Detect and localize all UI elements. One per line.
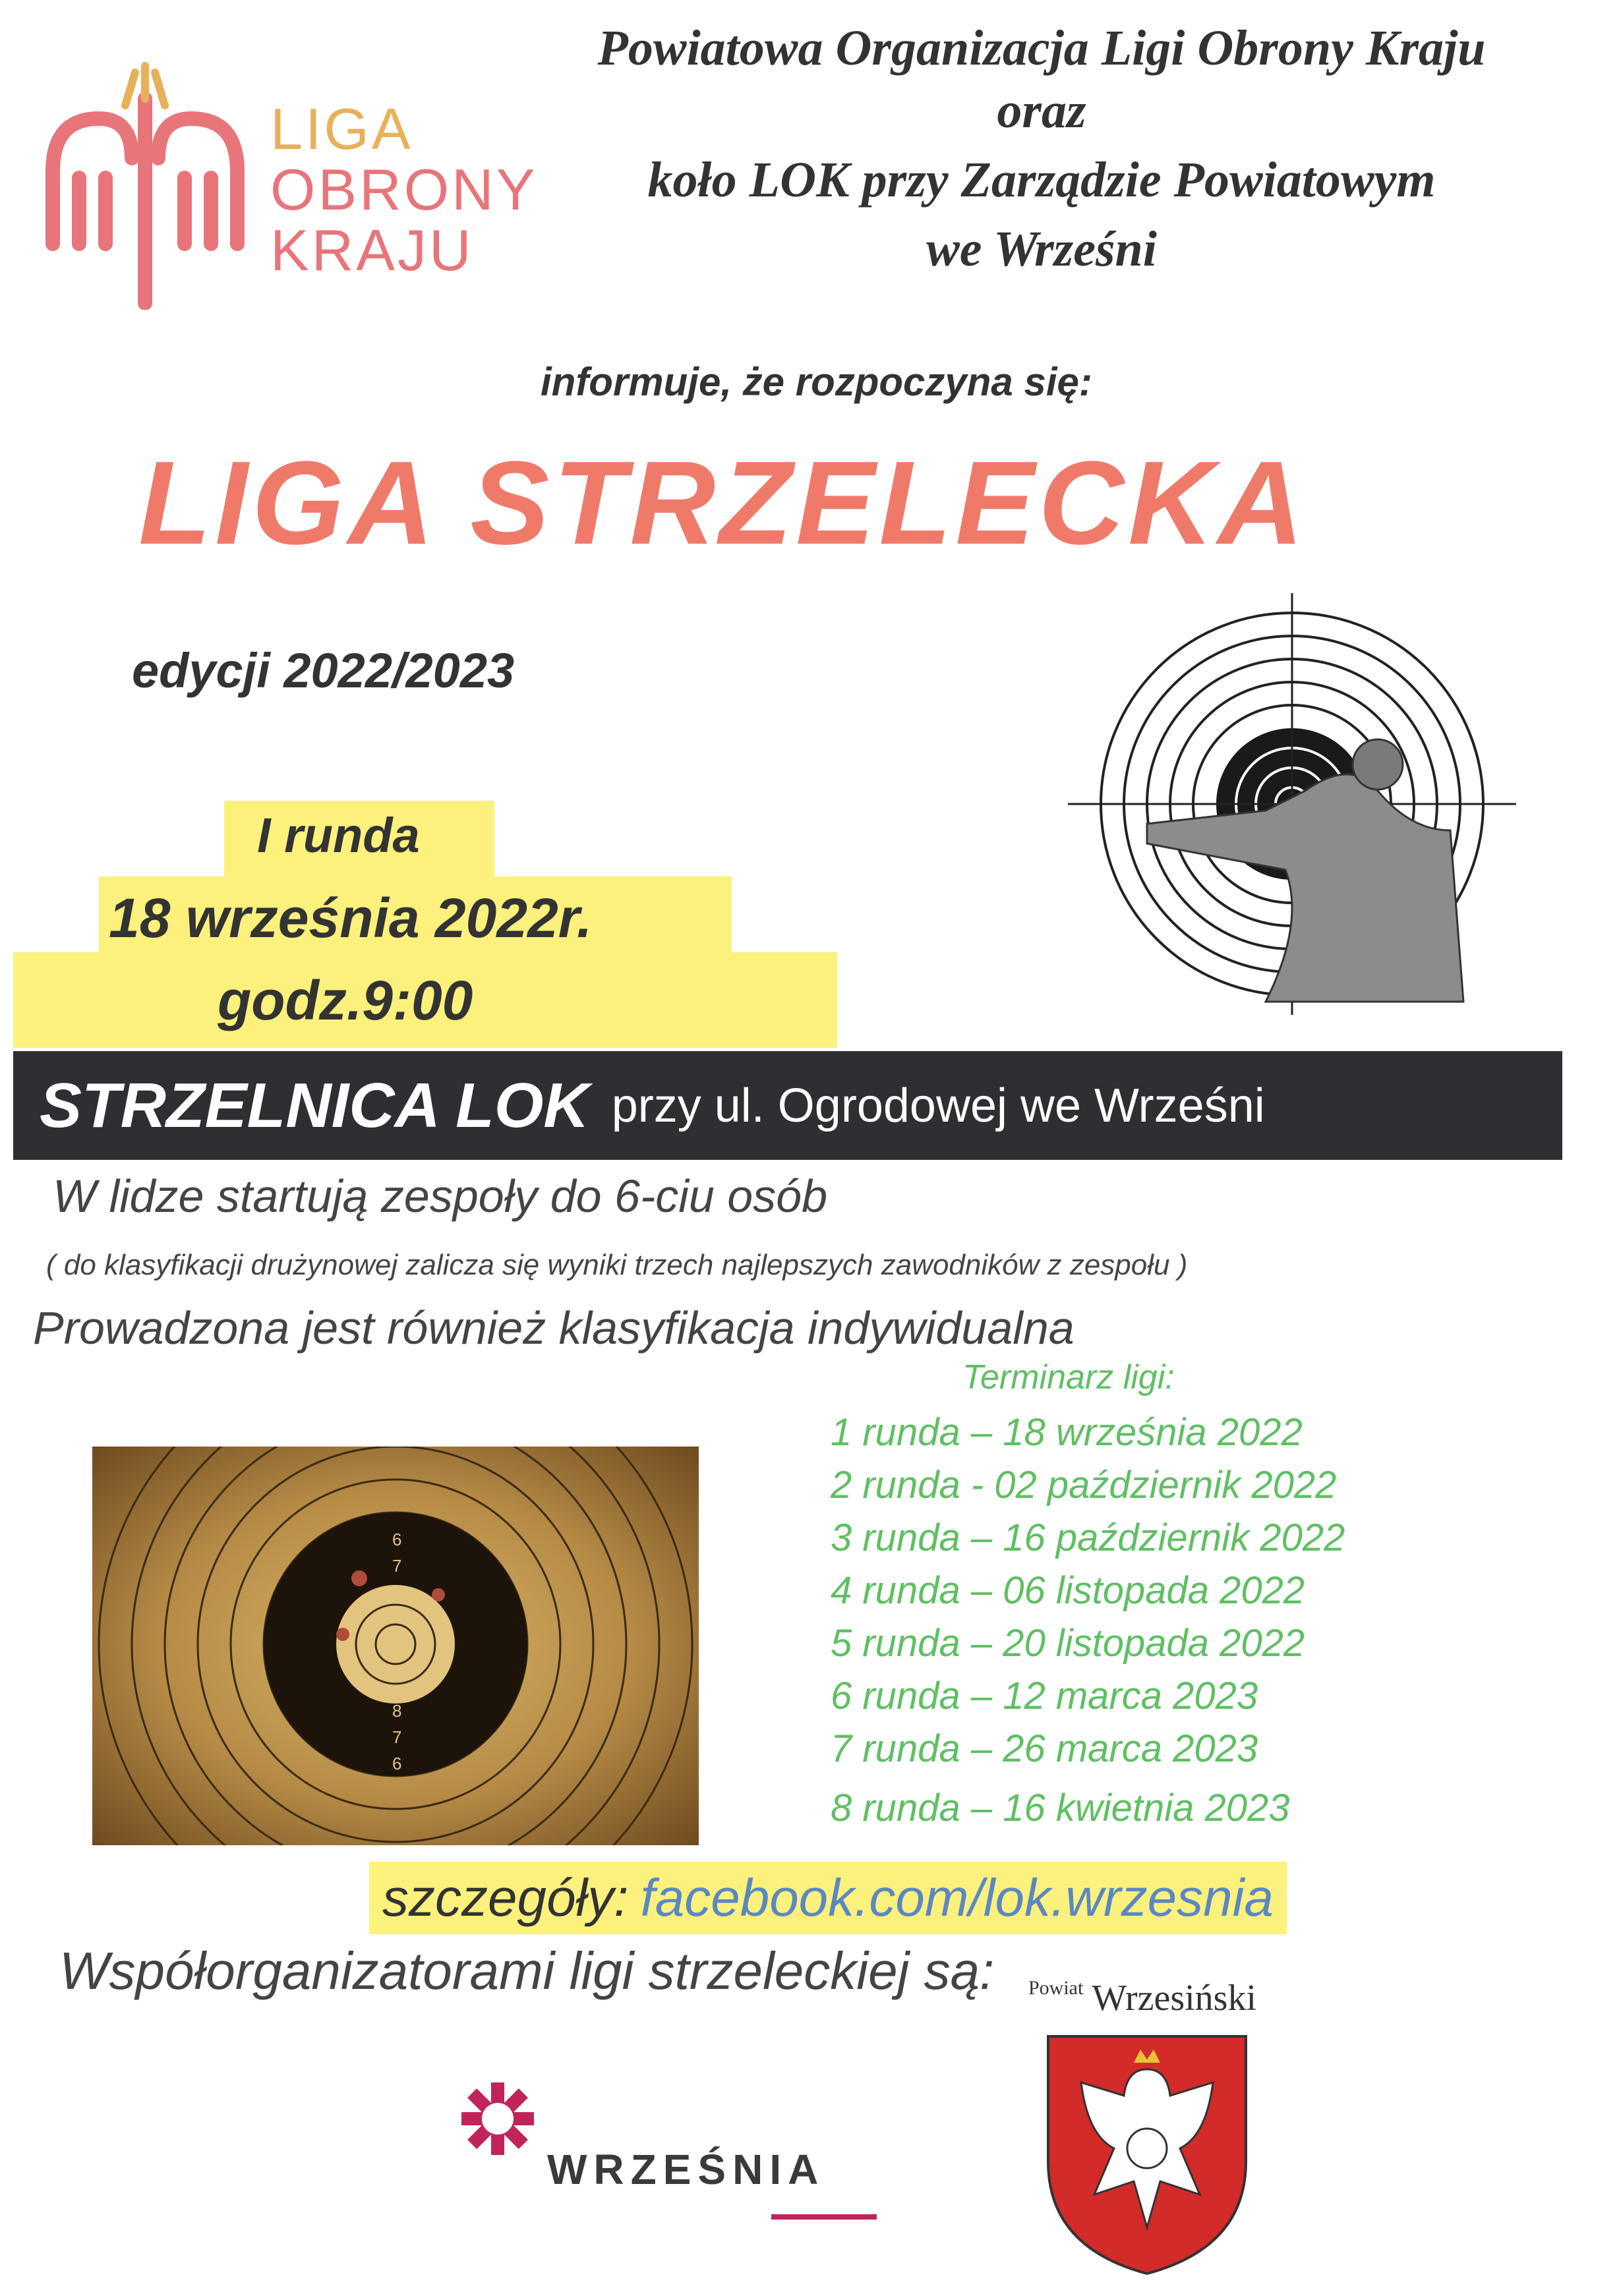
header-line3: koło LOK przy Zarządzie Powiatowym [647, 152, 1436, 208]
schedule-item: 7 runda – 26 marca 2023 [831, 1727, 1258, 1770]
info-teams: W lidze startują zespoły do 6-ciu osób [53, 1170, 827, 1222]
schedule-item: 2 runda - 02 październik 2022 [831, 1464, 1337, 1507]
details-link[interactable]: facebook.com/lok.wrzesnia [640, 1868, 1274, 1927]
schedule-item: 5 runda – 20 listopada 2022 [831, 1622, 1305, 1665]
paper-target-image [92, 1447, 699, 1845]
schedule-item: 1 runda – 18 września 2022 [831, 1411, 1303, 1454]
header-line4: we Wrześni [926, 221, 1157, 277]
venue-address: przy ul. Ogrodowej we Wrześni [611, 1079, 1265, 1132]
details-label: szczegóły: [382, 1868, 629, 1927]
round-label: I runda [257, 808, 420, 863]
round-time: godz.9:00 [218, 969, 473, 1031]
svg-text:8: 8 [392, 1701, 402, 1721]
schedule-item: 4 runda – 06 listopada 2022 [831, 1569, 1305, 1612]
details-line [369, 1862, 1287, 1934]
powiat-logo-line1: Powiat [1028, 1977, 1084, 1999]
lok-logo-line3: KRAJU [270, 217, 474, 283]
svg-text:7: 7 [392, 1556, 402, 1576]
intro-text: informuje, że rozpoczyna się: [541, 360, 1092, 404]
schedule-title: Terminarz ligi: [962, 1358, 1175, 1396]
lok-logo-line2: OBRONY [270, 157, 538, 222]
powiat-logo-line2: Wrzesiński [1092, 1978, 1257, 2019]
venue-bar [13, 1051, 1562, 1160]
page-title: LIGA STRZELECKA [138, 437, 1308, 569]
wrzesnia-logo-text: WRZEŚNIA [547, 2146, 825, 2193]
info-note: ( do klasyfikacji drużynowej zalicza się wyniki trzech najlepszych zawodników z zespołu ) [46, 1249, 1188, 1281]
svg-text:6: 6 [392, 1530, 402, 1549]
lok-logo [40, 59, 538, 310]
header-line2: oraz [997, 83, 1086, 138]
schedule-item: 8 runda – 16 kwietnia 2023 [831, 1787, 1290, 1829]
info-individual: Prowadzona jest również klasyfikacja indywidualna [33, 1302, 1074, 1354]
schedule-item: 3 runda – 16 październik 2022 [831, 1516, 1345, 1559]
schedule-list [831, 1358, 1589, 1839]
svg-text:6: 6 [392, 1754, 402, 1773]
lok-emblem-icon [40, 59, 250, 310]
wrzesnia-logo [461, 2082, 883, 2214]
svg-text:8: 8 [392, 1582, 402, 1602]
lok-logo-line1: LIGA [270, 96, 413, 161]
schedule-item: 6 runda – 12 marca 2023 [831, 1675, 1258, 1717]
powiat-coat-of-arms-icon [1042, 2030, 1252, 2280]
edition-text: edycji 2022/2023 [132, 643, 515, 698]
svg-text:7: 7 [392, 1727, 402, 1747]
shooter-target-image [1068, 593, 1516, 1015]
wrzesnia-star-icon [461, 2082, 534, 2155]
round-date: 18 września 2022r. [109, 887, 593, 949]
header-line1: Powiatowa Organizacja Ligi Obrony Kraju [597, 20, 1486, 76]
venue-name: STRZELNICA LOK [40, 1070, 589, 1141]
powiat-logo [1028, 1977, 1279, 2287]
coorganizers-text: Współorganizatorami ligi strzeleckiej są: [59, 1941, 995, 2000]
